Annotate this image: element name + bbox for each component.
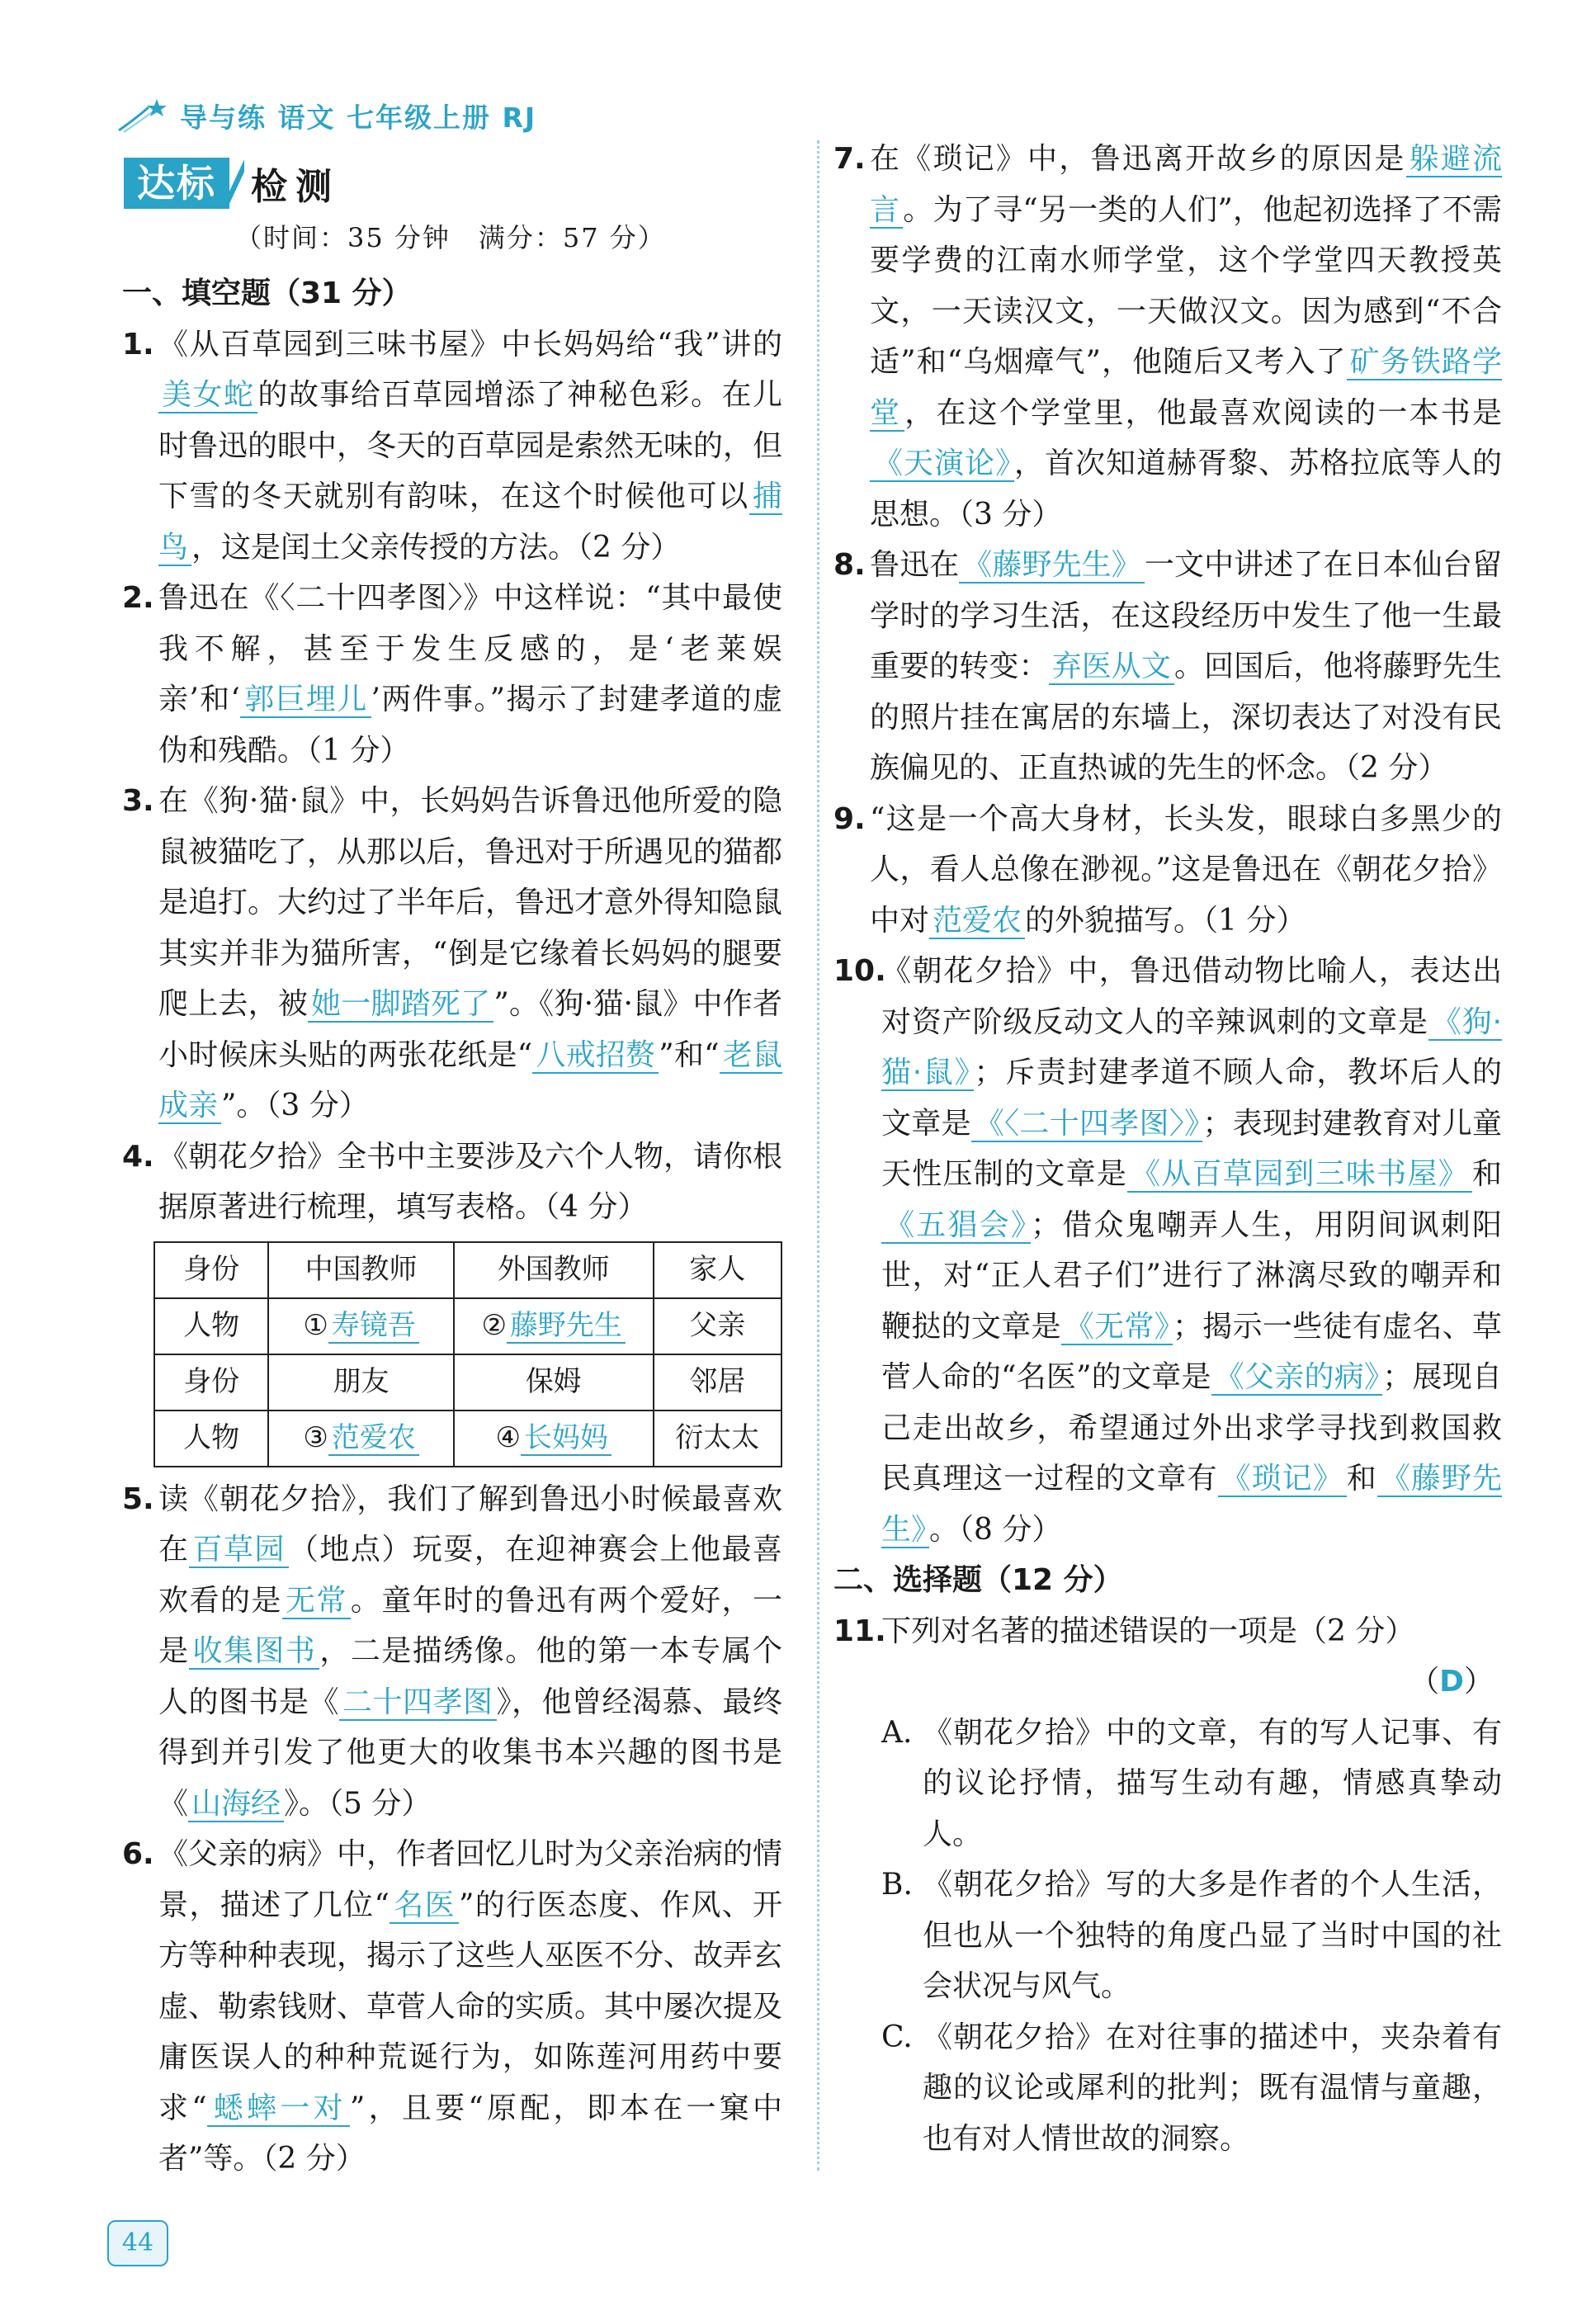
table-row	[154, 1354, 781, 1411]
question-text: ；借众鬼嘲弄人生，用阴间讽刺阳世，对“正人君子们”进行了淋漓尽致的嘲弄和鞭挞的文章是	[881, 1207, 1502, 1344]
answer-choice-box	[833, 1656, 1502, 1708]
question-text: 的外貌描写。（1 分）	[1025, 903, 1306, 938]
question-number: 5.	[122, 1481, 154, 1516]
exam-meta: （时间：35 分钟 满分：57 分）	[235, 222, 666, 253]
question-1	[122, 319, 782, 574]
answer-blank: 长妈妈	[521, 1421, 611, 1456]
answer-blank: 百草园	[189, 1533, 288, 1568]
section-name: 检测	[251, 166, 340, 208]
question-text: 》。（5 分）	[284, 1786, 432, 1821]
question-number: 2.	[122, 581, 154, 615]
question-text: 。童年时的鲁迅有两个爱好，一是	[158, 1583, 782, 1668]
table-cell: 保姆	[454, 1354, 654, 1411]
question-text: ；表现封建教育对儿童天性压制的文章是	[881, 1106, 1502, 1191]
answer-blank: 无常	[282, 1584, 351, 1619]
answer-blank: 藤野先生	[507, 1309, 626, 1344]
option-label: B.	[881, 1868, 913, 1902]
page-number: 44	[107, 2220, 168, 2266]
answer-blank: 寿镜吾	[328, 1309, 419, 1344]
answer-blank: 范爱农	[929, 904, 1025, 939]
answer-blank: 《〈二十四孝图〉》	[971, 1107, 1203, 1142]
table-cell: 人物	[154, 1411, 268, 1467]
question-text: 。（8 分）	[929, 1512, 1062, 1547]
question-text: 的故事给百草园增添了神秘色彩。在儿时鲁迅的眼中，冬天的百草园是索然无味的，但下雪的冬天就别有韵味，在这个时候他可以	[158, 378, 783, 513]
question-number: 7.	[833, 142, 866, 176]
answer-blank: 她一脚踏死了	[308, 987, 493, 1023]
answer-blank: 老鼠成亲	[158, 1037, 782, 1122]
question-text: ；揭示一些徒有虚名、草菅人命的“名医”的文章是	[881, 1309, 1502, 1394]
answer-blank: 矿务铁路学堂	[870, 345, 1502, 430]
question-number: 10.	[833, 954, 886, 988]
answer-blank: 《琐记》	[1218, 1462, 1347, 1497]
part2-heading: 二、选择题（12 分）	[833, 1563, 1123, 1597]
part1-heading: 一、填空题（31 分）	[122, 276, 412, 310]
choice-options	[833, 1708, 1502, 2165]
question-text: 在《琐记》中，鲁迅离开故乡的原因是	[870, 142, 1406, 176]
question-4	[122, 1132, 782, 1233]
question-2	[122, 573, 782, 776]
question-number: 3.	[122, 784, 154, 818]
question-number: 9.	[833, 801, 866, 836]
question-text: ；斥责封建孝道不顾人命，教坏后人的文章是	[881, 1056, 1502, 1141]
table-cell	[454, 1298, 654, 1354]
table-cell: 父亲	[654, 1298, 781, 1354]
question-text: ”，且要“原配，即本在一窠中者”等。（2 分）	[158, 2091, 782, 2176]
table-row	[154, 1411, 781, 1467]
paren-open: （	[1409, 1665, 1440, 1699]
question-10	[833, 946, 1502, 1555]
question-text: 一文中讲述了在日本仙台留学时的学习生活，在这段经历中发生了他一生最重要的转变：	[870, 548, 1502, 683]
table-cell: 朋友	[268, 1354, 454, 1411]
table-cell: 邻居	[654, 1354, 781, 1411]
question-number: 6.	[122, 1837, 154, 1871]
question-number: 4.	[122, 1139, 154, 1174]
answer-blank: 名医	[390, 1888, 459, 1924]
question-text: “这是一个高大身材，长头发，眼球白多黑少的人，看人总像在渺视。”这是鲁迅在《朝花夕拾》中对	[870, 801, 1502, 938]
comet-logo-icon	[116, 94, 168, 137]
question-number: 8.	[833, 548, 866, 582]
table-cell: 中国教师	[268, 1242, 454, 1298]
badge-slash-decoration	[229, 158, 244, 209]
answer-blank: 郭巨埋儿	[240, 683, 371, 718]
option-text: 《朝花夕拾》在对往事的描述中，夹杂着有趣的议论或犀利的批判；既有温情与童趣，也有对人情世故的洞察。	[923, 2020, 1502, 2156]
option-label: A.	[881, 1715, 913, 1750]
option-text: 《朝花夕拾》中的文章，有的写人记事、有的议论抒情，描写生动有趣，情感真挚动人。	[923, 1715, 1502, 1851]
answer-blank: 《藤野先生》	[881, 1462, 1502, 1547]
question-text: ”。《狗·猫·鼠》中作者小时候床头贴的两张花纸是“	[158, 987, 782, 1072]
table-cell: 人物	[154, 1298, 268, 1354]
question-7	[833, 134, 1502, 540]
option-label: C.	[881, 2020, 913, 2054]
question-text: ，在这个学堂里，他最喜欢阅读的一本书是	[904, 395, 1502, 430]
table-cell	[268, 1411, 454, 1467]
section-badge: 达标	[124, 158, 229, 209]
question-text: ，这是闰土父亲传授的方法。（2 分）	[191, 530, 681, 565]
answer-blank: 范爱农	[328, 1421, 419, 1456]
question-text: 鲁迅在	[870, 548, 960, 582]
question-text: 在《狗·猫·鼠》中，长妈妈告诉鲁迅他所爱的隐鼠被猫吃了，从那以后，鲁迅对于所遇见的猫都是追打。大约过了半年后，鲁迅才意外得知隐鼠其实并非为猫所害，“倒是它缘着长妈妈的腿要爬上去，被	[158, 784, 783, 1021]
question-text: ；展现自己走出故乡，希望通过外出求学寻找到救国救民真理这一过程的文章有	[881, 1360, 1502, 1496]
left-column	[122, 268, 782, 2185]
question-text: 鲁迅在《〈二十四孝图〉》中这样说：“其中最使我不解，甚至于发生反感的，是‘老莱娱亲’和‘	[158, 581, 782, 716]
question-text: （地点）玩耍，在迎神赛会上他最喜欢看的是	[158, 1533, 782, 1618]
answer-blank: 《藤野先生》	[959, 548, 1145, 584]
option-a	[881, 1708, 1502, 1860]
question-text: 和	[1471, 1157, 1502, 1191]
answer-blank: 《天演论》	[870, 447, 1014, 482]
question-text: 。回国后，他将藤野先生的照片挂在寓居的东墙上，深切表达了对没有民族偏见的、正直热诚的先生的怀念。（2 分）	[870, 650, 1502, 785]
option-text: 《朝花夕拾》写的大多是作者的个人生活，但也从一个独特的角度凸显了当时中国的社会状况与风气。	[923, 1868, 1502, 2003]
circled-number: ④	[495, 1420, 521, 1454]
question-5	[122, 1474, 782, 1830]
question-text: 《父亲的病》中，作者回忆儿时为父亲治病的情景，描述了几位“	[158, 1837, 783, 1922]
question-text: ”的行医态度、作风、开方等种种表现，揭示了这些人巫医不分、故弄玄虚、勒索钱财、草菅人命的实质。其中屡次提及庸医误人的种种荒诞行为，如陈莲河用药中要求“	[158, 1888, 783, 2125]
circled-number: ③	[303, 1420, 328, 1454]
question-text: ，二是描绣像。他的第一本专属个人的图书是《	[158, 1634, 782, 1719]
question-text: ，首次知道赫胥黎、苏格拉底等人的思想。（3 分）	[870, 447, 1502, 532]
question-3	[122, 776, 782, 1132]
question-text: ’两件事。”揭示了封建孝道的虚伪和残酷。（1 分）	[158, 683, 782, 768]
table-row	[154, 1298, 781, 1354]
question-9	[833, 794, 1502, 947]
table-row	[154, 1242, 781, 1298]
answer-blank: 《从百草园到三味书屋》	[1127, 1157, 1472, 1193]
right-column	[833, 134, 1502, 2164]
question-text: 。为了寻“另一类的人们”，他起初选择了不需要学费的江南水师学堂，这个学堂四天教授英文，一天读汉文，一天做汉文。因为感到“不合适”和“乌烟瘴气”，他随后又考入了	[870, 192, 1502, 379]
circled-number: ②	[481, 1308, 507, 1342]
answer-blank: 躲避流言	[870, 142, 1502, 227]
question-number: 1.	[122, 327, 154, 361]
section-title	[124, 157, 340, 210]
table-cell	[268, 1298, 454, 1354]
option-b	[881, 1859, 1502, 2012]
question-text: 《朝花夕拾》全书中主要涉及六个人物，请你根据原著进行梳理，填写表格。（4 分）	[158, 1139, 783, 1224]
question-6	[122, 1829, 782, 2185]
question-text: 和	[1346, 1462, 1377, 1496]
table-cell: 外国教师	[454, 1242, 654, 1298]
answer-blank: 弃医从文	[1049, 650, 1174, 685]
question-text: 》，他曾经渴慕、最终得到并引发了他更大的收集书本兴趣的图书是《	[158, 1685, 782, 1821]
answer-blank: 《无常》	[1061, 1310, 1173, 1345]
table-cell	[454, 1411, 654, 1467]
table-cell: 衍太太	[654, 1411, 781, 1467]
choice-answer: D	[1439, 1665, 1464, 1699]
answer-blank: 《五猖会》	[881, 1208, 1031, 1244]
question-text: 《朝花夕拾》中，鲁迅借动物比喻人，表达出对资产阶级反动文人的辛辣讽刺的文章是	[881, 954, 1502, 1039]
answer-blank: 《狗·猫·鼠》	[881, 1004, 1502, 1089]
question-text: ”。（3 分）	[221, 1089, 369, 1122]
header-title: 导与练 语文 七年级上册 RJ	[180, 101, 537, 134]
question-8	[833, 540, 1502, 794]
table-cell: 家人	[654, 1242, 781, 1298]
answer-blank: 《父亲的病》	[1211, 1360, 1382, 1396]
question-text: 下列对名著的描述错误的一项是（2 分）	[881, 1614, 1415, 1648]
question-text: 读《朝花夕拾》，我们了解到鲁迅小时候最喜欢在	[158, 1481, 782, 1566]
table-cell: 身份	[154, 1242, 268, 1298]
question-text: ”和“	[659, 1037, 720, 1072]
question-number: 11.	[833, 1614, 886, 1648]
answer-blank: 八戒招赘	[532, 1038, 659, 1074]
table-cell: 身份	[154, 1354, 268, 1411]
circled-number: ①	[303, 1308, 328, 1342]
question-11	[833, 1606, 1502, 1657]
answer-blank: 捕鸟	[158, 480, 782, 565]
answer-blank: 二十四孝图	[339, 1685, 497, 1721]
question-text: 《从百草园到三味书屋》中长妈妈给“我”讲的	[158, 327, 782, 361]
column-divider	[817, 140, 819, 2171]
answer-blank: 蟋蟀一对	[207, 2091, 350, 2127]
answer-blank: 山海经	[188, 1787, 284, 1822]
page-header	[116, 92, 536, 139]
answer-blank: 美女蛇	[158, 378, 257, 413]
paren-close: ）	[1463, 1665, 1494, 1699]
answer-blank: 收集图书	[189, 1634, 319, 1670]
character-table	[153, 1241, 782, 1467]
option-c	[881, 2012, 1502, 2165]
